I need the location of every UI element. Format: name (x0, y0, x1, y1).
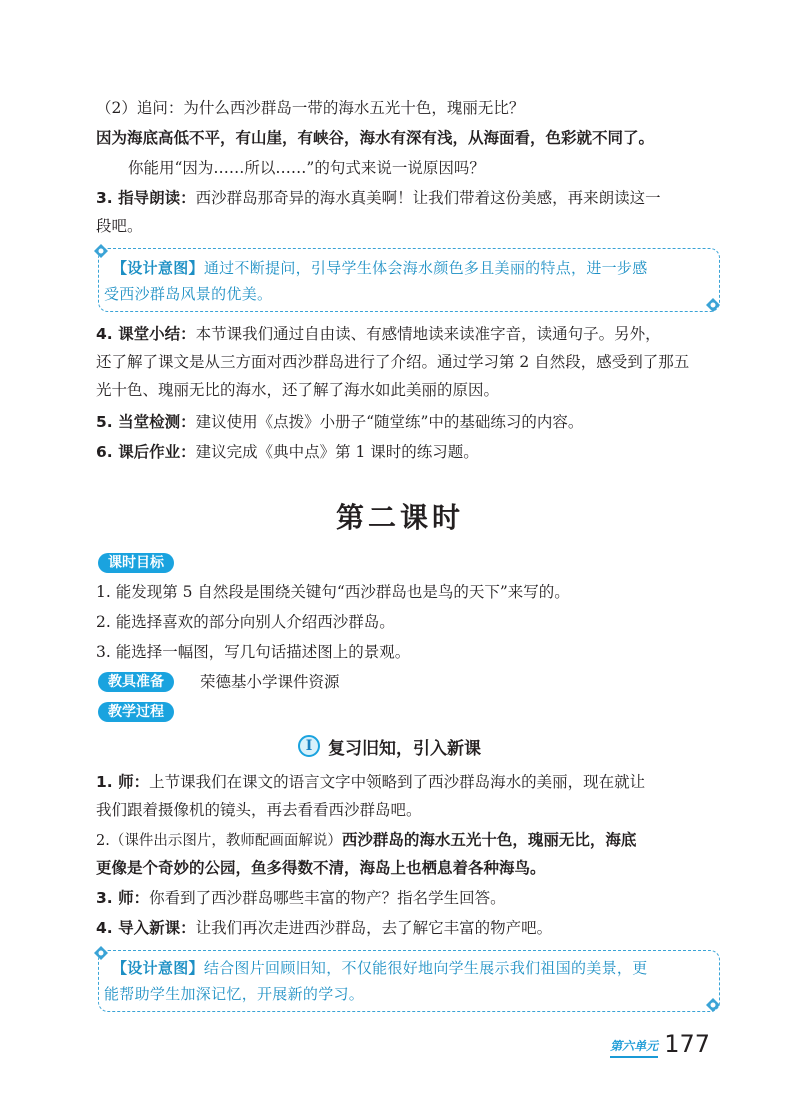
goal-item: 1. 能发现第 5 自然段是围绕关键句“西沙群岛也是鸟的天下”来写的。 (96, 583, 570, 601)
page-title: 第二课时 (335, 501, 464, 534)
prompt-line: 你能用“因为……所以……”的句式来说一说原因吗？ (128, 159, 485, 177)
corner-ornament-icon (704, 296, 722, 314)
step-3-line: 3. 师：你看到了西沙群岛哪些丰富的物产？指名学生回答。 (96, 889, 506, 907)
section-heading (298, 733, 481, 759)
page-number: 177 (664, 1030, 710, 1058)
tools-text: 荣德基小学课件资源 (200, 673, 340, 691)
summary-line-3: 光十色、瑰丽无比的海水，还了解了海水如此美丽的原因。 (96, 381, 500, 399)
process-badge: 教学过程 (98, 702, 174, 722)
goal-item: 2. 能选择喜欢的部分向别人介绍西沙群岛。 (96, 613, 395, 631)
step-1-line-2: 我们跟着摄像机的镜头，再去看看西沙群岛吧。 (96, 801, 422, 819)
homework-line: 6. 课后作业：建议完成《典中点》第 1 课时的练习题。 (96, 443, 479, 461)
tools-badge: 教具准备 (98, 672, 174, 692)
reading-guide-text: 西沙群岛那奇异的海水真美啊！让我们带着这份美感，再来朗读这一 (195, 189, 661, 207)
step-4-line: 4. 导入新课：让我们再次走进西沙群岛，去了解它丰富的物产吧。 (96, 919, 553, 937)
design-intent-line-1: 【设计意图】通过不断提问，引导学生体会海水颜色多且美丽的特点，进一步感 (112, 259, 648, 277)
step-2-line-1: 2.（课件出示图片，教师配画面解说）西沙群岛的海水五光十色，瑰丽无比，海底 (96, 830, 637, 849)
design-intent-line-1: 【设计意图】结合图片回顾旧知，不仅能很好地向学生展示我们祖国的美景，更 (112, 959, 648, 977)
section-number-icon: I (298, 735, 320, 757)
goals-badge: 课时目标 (98, 553, 174, 573)
question-line: （2）追问：为什么西沙群岛一带的海水五光十色，瑰丽无比？ (96, 99, 525, 117)
goal-item: 3. 能选择一幅图，写几句话描述图上的景观。 (96, 643, 411, 661)
page-footer (610, 1030, 710, 1058)
summary-line-1: 4. 课堂小结：本节课我们通过自由读、有感情地读来读准字音，读通句子。另外， (96, 325, 661, 343)
reading-guide-cont: 段吧。 (96, 217, 143, 235)
reading-guide-label: 3. 指导朗读： (96, 189, 196, 207)
section-title: 复习旧知，引入新课 (328, 738, 481, 759)
corner-ornament-icon (92, 242, 110, 260)
summary-line-2: 还了解了课文是从三方面对西沙群岛进行了介绍。通过学习第 2 自然段，感受到了那五 (96, 353, 690, 371)
step-1-line-1: 1. 师：上节课我们在课文的语言文字中领略到了西沙群岛海水的美丽，现在就让 (96, 773, 646, 791)
corner-ornament-icon (704, 996, 722, 1014)
design-intent-line-2: 能帮助学生加深记忆，开展新的学习。 (104, 985, 365, 1003)
unit-label: 第六单元 (610, 1037, 658, 1058)
answer-line: 因为海底高低不平，有山崖，有峡谷，海水有深有浅，从海面看，色彩就不同了。 (96, 128, 655, 147)
design-intent-tag: 【设计意图】 (112, 259, 204, 277)
reading-guide-line (96, 186, 721, 210)
step-2-line-2: 更像是个奇妙的公园，鱼多得数不清，海岛上也栖息着各种海鸟。 (96, 858, 546, 877)
design-intent-line-2: 受西沙群岛风景的优美。 (104, 285, 273, 303)
check-line: 5. 当堂检测：建议使用《点拨》小册子“随堂练”中的基础练习的内容。 (96, 413, 584, 431)
corner-ornament-icon (92, 944, 110, 962)
